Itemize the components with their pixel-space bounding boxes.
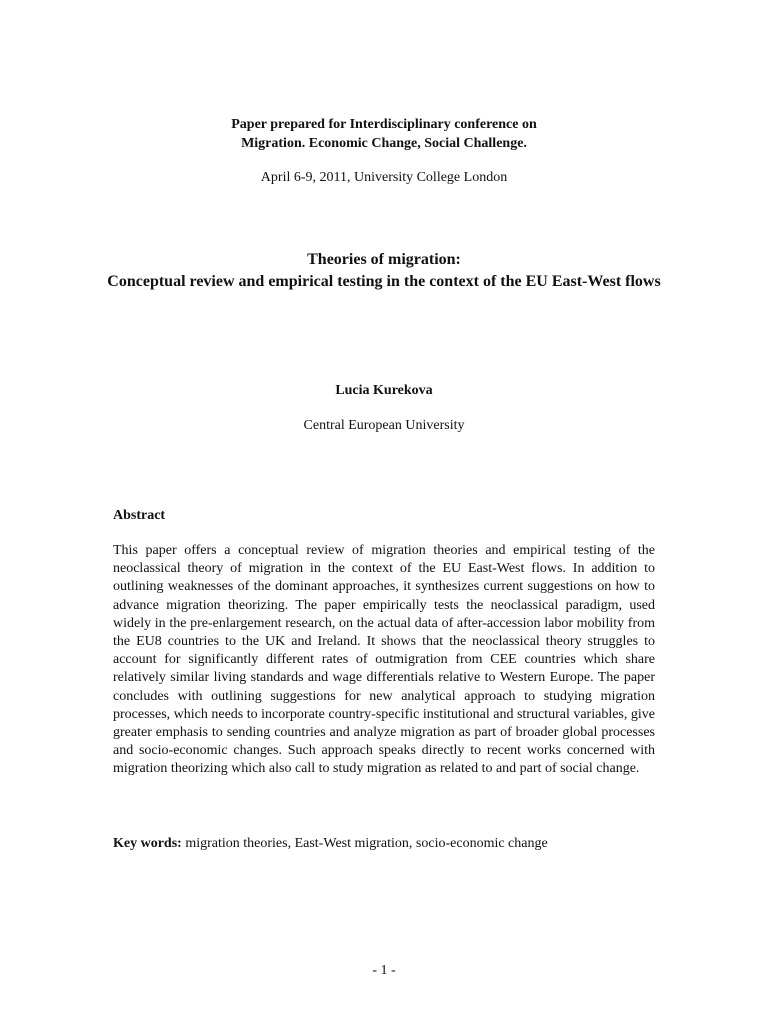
abstract-text: This paper offers a conceptual review of migration theories and empirical testing of the neoclassical theory of migration in the context of the EU East-West flows. In addition to outlining weaknesses of the dominant approaches, it synthesizes current suggestions on how to advance migration theorizing. The paper empirically tests the neoclassical paradigm, used widely in the pre-enlargement research, on the actual data of after-accession labor mobility from the EU8 countries to the UK and Ireland. It shows that the neoclassical theory struggles to account for significantly different rates of outmigration from CEE countries which share relatively similar living standards and wage differentials relative to Western Europe. The paper concludes with outlining suggestions for new analytical approach to studying migration processes, which needs to incorporate country-specific institutional and structural variables, give greater emphasis to sending countries and analyze migration as part of broader global processes and socio-economic changes. Such approach speaks directly to recent works concerned with migration theorizing which also call to study migration as related to and part of social change. <box>113 543 655 777</box>
keywords <box>113 834 548 853</box>
abstract-heading: Abstract <box>113 508 166 523</box>
page-number: - 1 - <box>372 963 396 978</box>
keywords-value: migration theories, East-West migration, socio-economic change <box>181 836 548 851</box>
keywords-label: Key words: <box>113 836 182 851</box>
title-line-2: Conceptual review and empirical testing in the context of the EU East-West flows <box>107 272 661 290</box>
conference-date-location: April 6-9, 2011, University College London <box>260 170 508 185</box>
title-line-1: Theories of migration: <box>307 251 461 268</box>
paper-title <box>100 249 668 292</box>
author-affiliation: Central European University <box>303 418 465 433</box>
conference-line-1: Paper prepared for Interdisciplinary conference on <box>231 117 537 132</box>
conference-line-2: Migration. Economic Change, Social Challenge. <box>241 136 527 151</box>
author-name: Lucia Kurekova <box>335 383 433 398</box>
conference-header <box>0 115 768 153</box>
